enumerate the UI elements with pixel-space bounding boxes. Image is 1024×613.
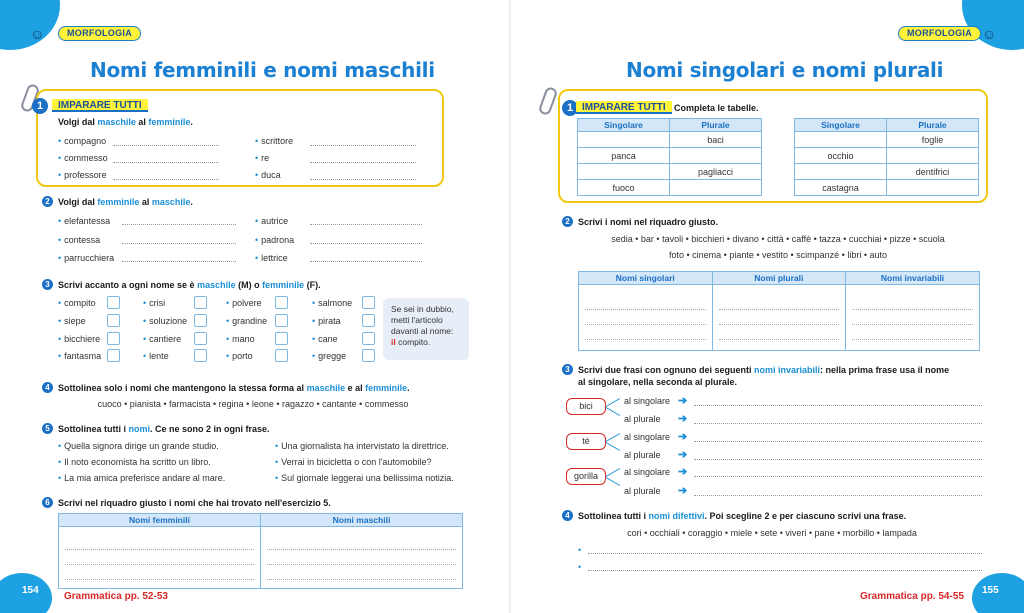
page-number: 154 <box>22 585 39 596</box>
list-item: • elefantessa <box>58 216 110 226</box>
exercise-1-number: 1 <box>562 100 578 116</box>
answer-line[interactable] <box>310 162 416 163</box>
list-item: • fantasma <box>58 351 101 361</box>
table-header: Nomi invariabili <box>846 272 980 285</box>
sentence[interactable]: • Una giornalista ha intervistato la direttrice. <box>275 441 449 451</box>
classification-table <box>578 271 980 351</box>
connector-line <box>606 442 620 451</box>
answer-cell[interactable] <box>795 164 887 180</box>
exercise-4-number: 4 <box>42 382 53 393</box>
list-item: • compito <box>58 298 96 308</box>
arrow-right-icon: ➔ <box>678 413 688 425</box>
answer-line[interactable] <box>694 495 982 496</box>
word-list[interactable]: cori • occhiali • coraggio • miele • sete • viveri • pane • morbillo • lampada <box>627 528 917 538</box>
list-item: • bicchiere <box>58 334 100 344</box>
page-number: 155 <box>982 585 999 596</box>
list-item: • autrice <box>255 216 288 226</box>
connector-line <box>606 398 620 407</box>
list-item: • cane <box>312 334 338 344</box>
answer-cell[interactable] <box>59 527 261 589</box>
table-cell: baci <box>670 132 762 148</box>
answer-box[interactable] <box>362 349 375 362</box>
list-item: • soluzione <box>143 316 187 326</box>
sentence[interactable]: • Sul giornale leggerai una bellissima notizia. <box>275 473 454 483</box>
answer-line[interactable] <box>122 261 236 262</box>
exercise-1-instruction: Volgi dal maschile al femminile. <box>58 117 193 127</box>
answer-cell[interactable] <box>670 148 762 164</box>
exercise-6-number: 6 <box>42 497 53 508</box>
connector-line <box>606 433 620 442</box>
answer-line[interactable] <box>694 423 982 424</box>
arrow-right-icon: ➔ <box>678 431 688 443</box>
word-box-bici: bici <box>566 398 606 415</box>
list-item: • siepe <box>58 316 86 326</box>
table-cell: panca <box>578 148 670 164</box>
answer-line[interactable] <box>310 243 422 244</box>
connector-line <box>606 407 620 416</box>
table-header: Singolare <box>795 119 887 132</box>
table-singolare-plurale-2 <box>794 118 979 196</box>
answer-line[interactable] <box>694 405 982 406</box>
answer-cell[interactable] <box>670 180 762 196</box>
answer-line[interactable] <box>310 224 422 225</box>
label-plurale: al plurale <box>624 450 661 460</box>
page-title: Nomi femminili e nomi maschili <box>90 58 435 82</box>
bullet <box>578 545 584 555</box>
answer-line[interactable] <box>694 459 982 460</box>
bullet <box>578 562 584 572</box>
table-header: Plurale <box>887 119 979 132</box>
answer-box[interactable] <box>275 332 288 345</box>
section-tag: MORFOLOGIA <box>898 26 981 41</box>
exercise-4-instruction: Sottolinea solo i nomi che mantengono la stessa forma al maschile e al femminile. <box>58 383 410 393</box>
answer-line[interactable] <box>122 243 236 244</box>
list-item: • cantiere <box>143 334 181 344</box>
answer-line[interactable] <box>694 476 982 477</box>
word-list: sedia • bar • tavoli • bicchieri • divano • città • caffè • tazza • cucchiai • pizze • scuola <box>611 234 945 244</box>
list-item: • lettrice <box>255 253 288 263</box>
word-box-gorilla: gorilla <box>566 468 606 485</box>
table-header: Plurale <box>670 119 762 132</box>
table-cell: dentifrici <box>887 164 979 180</box>
table-header: Nomi femminili <box>59 514 261 527</box>
answer-line[interactable] <box>113 162 219 163</box>
arrow-right-icon: ➔ <box>678 466 688 478</box>
answer-line[interactable] <box>694 441 982 442</box>
paperclip-icon <box>538 86 559 116</box>
exercise-1-banner: IMPARARE TUTTI <box>52 99 148 112</box>
answer-box[interactable] <box>107 296 120 309</box>
list-item: • polvere <box>226 298 262 308</box>
answer-line[interactable] <box>310 179 416 180</box>
answer-box[interactable] <box>362 314 375 327</box>
arrow-right-icon: ➔ <box>678 449 688 461</box>
exercise-5-number: 5 <box>42 423 53 434</box>
word-list: foto • cinema • piante • vestito • scimpanzé • libri • auto <box>668 250 887 260</box>
answer-cell[interactable] <box>261 527 463 589</box>
answer-box[interactable] <box>362 332 375 345</box>
exercise-3-instruction: Scrivi accanto a ogni nome se è maschile (M) o femminile (F). <box>58 280 321 290</box>
list-item: • porto <box>226 351 253 361</box>
footer-reference: Grammatica pp. 52-53 <box>64 591 168 602</box>
list-item: • parrucchiera <box>58 253 114 263</box>
label-plurale: al plurale <box>624 414 661 424</box>
answer-line[interactable] <box>113 145 219 146</box>
table-singolare-plurale-1 <box>577 118 762 196</box>
label-plurale: al plurale <box>624 486 661 496</box>
list-item: • duca <box>255 170 281 180</box>
arrow-right-icon: ➔ <box>678 395 688 407</box>
corner-decoration <box>962 0 1024 50</box>
answer-box[interactable] <box>275 314 288 327</box>
answer-box[interactable] <box>362 296 375 309</box>
table-cell: pagliacci <box>670 164 762 180</box>
answer-cell[interactable] <box>887 148 979 164</box>
answer-cell[interactable] <box>712 285 846 351</box>
answer-box[interactable] <box>275 296 288 309</box>
table-header: Nomi plurali <box>712 272 846 285</box>
table-cell: castagna <box>795 180 887 196</box>
list-item: • re <box>255 153 269 163</box>
answer-box[interactable] <box>194 349 207 362</box>
sentence[interactable]: • Quella signora dirige un grande studio. <box>58 441 219 451</box>
label-singolare: al singolare <box>624 432 671 442</box>
answer-box[interactable] <box>194 332 207 345</box>
exercise-3-number: 3 <box>562 364 573 375</box>
right-page <box>512 0 1024 613</box>
list-item: • commesso <box>58 153 108 163</box>
word-list[interactable]: cuoco • pianista • farmacista • regina • leone • ragazzo • cantante • commesso <box>97 399 409 409</box>
exercise-4-number: 4 <box>562 510 573 521</box>
face-icon: ☺ <box>982 26 996 42</box>
list-item: • pirata <box>312 316 341 326</box>
exercise-3-instruction: Scrivi due frasi con ognuno dei seguenti nomi invariabili: nella prima frase usa il nome <box>578 365 950 375</box>
list-item: • padrona <box>255 235 294 245</box>
answer-box[interactable] <box>275 349 288 362</box>
table-cell: fuoco <box>578 180 670 196</box>
corner-decoration <box>0 0 60 50</box>
answer-cell[interactable] <box>578 164 670 180</box>
exercise-5-instruction: Sottolinea tutti i nomi. Ce ne sono 2 in ogni frase. <box>58 424 270 434</box>
list-item: • crisi <box>143 298 165 308</box>
exercise-1-number: 1 <box>32 98 48 114</box>
exercise-3-number: 3 <box>42 279 53 290</box>
exercise-2-number: 2 <box>562 216 573 227</box>
list-item: • salmone <box>312 298 352 308</box>
list-item: • mano <box>226 334 255 344</box>
answer-line[interactable] <box>310 261 422 262</box>
exercise-2-instruction: Scrivi i nomi nel riquadro giusto. <box>578 217 719 227</box>
answer-table <box>58 513 463 589</box>
exercise-1-banner: IMPARARE TUTTI <box>576 101 672 114</box>
page-title: Nomi singolari e nomi plurali <box>626 58 944 82</box>
answer-box[interactable] <box>107 314 120 327</box>
sentence[interactable]: • La mia amica preferisce andare al mare. <box>58 473 225 483</box>
answer-line[interactable] <box>113 179 219 180</box>
list-item: • compagno <box>58 136 106 146</box>
list-item: • scrittore <box>255 136 293 146</box>
footer-reference: Grammatica pp. 54-55 <box>860 591 964 602</box>
answer-cell[interactable] <box>578 132 670 148</box>
answer-cell[interactable] <box>579 285 713 351</box>
answer-box[interactable] <box>194 296 207 309</box>
answer-cell[interactable] <box>887 180 979 196</box>
list-item: • professore <box>58 170 107 180</box>
table-header: Nomi maschili <box>261 514 463 527</box>
word-box-te: tè <box>566 433 606 450</box>
connector-line <box>606 468 620 477</box>
hint-note: Se sei in dubbio, metti l'articolo davanti al nome: il compito. <box>383 298 469 360</box>
table-header: Nomi singolari <box>579 272 713 285</box>
sentence[interactable]: • Il noto economista ha scritto un libro. <box>58 457 211 467</box>
sentence[interactable]: • Verrai in bicicletta o con l'automobile? <box>275 457 431 467</box>
exercise-1-instruction: Completa le tabelle. <box>674 103 759 113</box>
label-singolare: al singolare <box>624 467 671 477</box>
answer-box[interactable] <box>194 314 207 327</box>
answer-cell[interactable] <box>846 285 980 351</box>
section-tag: MORFOLOGIA <box>58 26 141 41</box>
list-item: • lente <box>143 351 169 361</box>
table-header: Singolare <box>578 119 670 132</box>
exercise-2-instruction: Volgi dal femminile al maschile. <box>58 197 193 207</box>
answer-line[interactable] <box>122 224 236 225</box>
answer-cell[interactable] <box>795 132 887 148</box>
exercise-6-instruction: Scrivi nel riquadro giusto i nomi che hai trovato nell'esercizio 5. <box>58 498 331 508</box>
answer-line[interactable] <box>310 145 416 146</box>
face-icon: ☺ <box>30 26 44 42</box>
exercise-2-number: 2 <box>42 196 53 207</box>
table-cell: occhio <box>795 148 887 164</box>
arrow-right-icon: ➔ <box>678 485 688 497</box>
list-item: • grandine <box>226 316 267 326</box>
exercise-4-instruction: Sottolinea tutti i nomi difettivi. Poi scegline 2 e per ciascuno scrivi una frase. <box>578 511 907 521</box>
answer-box[interactable] <box>107 332 120 345</box>
label-singolare: al singolare <box>624 396 671 406</box>
answer-line[interactable] <box>588 553 982 554</box>
answer-box[interactable] <box>107 349 120 362</box>
exercise-3-instruction-line-2: al singolare, nella seconda al plurale. <box>578 377 738 387</box>
connector-line <box>606 477 620 486</box>
list-item: • gregge <box>312 351 346 361</box>
answer-line[interactable] <box>588 570 982 571</box>
table-cell: foglie <box>887 132 979 148</box>
list-item: • contessa <box>58 235 100 245</box>
